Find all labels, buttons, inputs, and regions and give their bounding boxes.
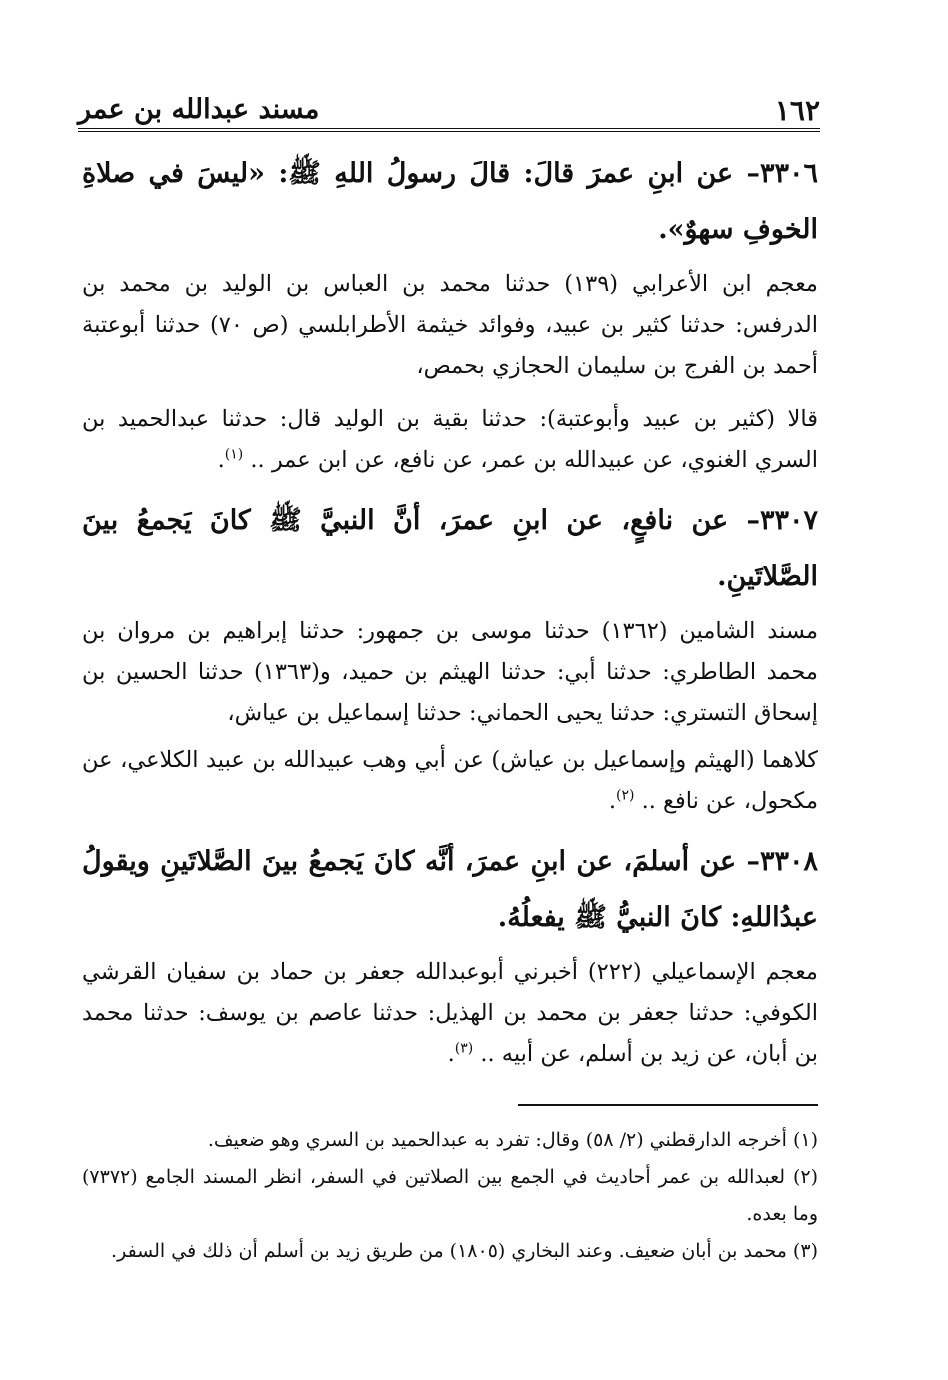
footnote-ref-2[interactable]: (٢): [615, 787, 635, 804]
footnote-separator: [518, 1104, 818, 1106]
running-title: مسند عبدالله بن عمر: [78, 94, 320, 125]
source-paragraph: [82, 264, 818, 387]
footnote-2: (٢) لعبدالله بن عمر أحاديث في الجمع بين الصلاتين في السفر، انظر المسند الجامع (٧٣٧٢) وما بعده.: [82, 1166, 818, 1225]
source-text: معجم الإسماعيلي (٢٢٢) أخبرني أبوعبدالله جعفر بن حماد بن سفيان القرشي الكوفي: حدثنا جعفر بن محمد بن الهذيل: حدثنا عاصم بن يوسف: حدثنا محمد بن أبان، عن زيد بن أسلم، عن أبيه ..: [82, 959, 818, 1067]
hadith-3306: ٣٣٠٦– عن ابنِ عمرَ قالَ: قالَ رسولُ اللهِ ﷺ: «ليسَ في صلاةِ الخوفِ سهوٌ».: [82, 158, 818, 245]
source-text: مسند الشامين (١٣٦٢) حدثنا موسى بن جمهور: حدثنا إبراهيم بن مروان بن محمد الطاطري: حدثنا أبي: حدثنا الهيثم بن حميد، و(١٣٦٣) حدثنا الحسين بن إسحاق التستري: حدثنا يحيى الحماني: حدثنا إسماعيل بن عياش،: [82, 618, 819, 726]
page-header: [78, 92, 820, 132]
source-text: قالا (كثير بن عبيد وأبوعتبة): حدثنا بقية بن الوليد قال: حدثنا عبدالحميد بن السري الغنوي، عن عبيدالله بن عمر، عن نافع، عن ابن عمر ..: [82, 406, 818, 473]
source-paragraph: قالا (كثير بن عبيد وأبوعتبة): حدثنا بقية بن الوليد قال: حدثنا عبدالحميد بن السري الغنوي، عن عبيدالله بن عمر، عن نافع، عن ابن عمر .. $^{(١)}$.: [82, 406, 818, 473]
footnote-ref-3[interactable]: (٣): [454, 1040, 474, 1057]
source-paragraph: معجم الإسماعيلي (٢٢٢) أخبرني أبوعبدالله جعفر بن حماد بن سفيان القرشي الكوفي: حدثنا جعفر بن محمد بن الهذيل: حدثنا عاصم بن يوسف: حدثنا محمد بن أبان، عن زيد بن أسلم، عن أبيه .. $^{(٣)}$.: [82, 959, 818, 1067]
footnote-ref-1[interactable]: (١): [224, 446, 244, 463]
footnote-1: (١) أخرجه الدارقطني (٢/ ٥٨) وقال: تفرد به عبدالحميد بن السري وهو ضعيف.: [207, 1129, 818, 1151]
hadith-3307: ٣٣٠٧– عن نافعٍ، عن ابنِ عمرَ، أنَّ النبيَّ ﷺ كانَ يَجمعُ بينَ الصَّلاتَينِ.: [82, 505, 818, 592]
source-text: معجم ابن الأعرابي (١٣٩) حدثنا محمد بن العباس بن الوليد بن محمد بن الدرفس: حدثنا كثير بن عبيد، وفوائد خيثمة الأطرابلسي (ص ٧٠) حدثنا أبوعتبة أحمد بن الفرج بن سليمان الحجازي بحمص،: [82, 271, 818, 379]
source-paragraph: [82, 611, 818, 734]
header-rule: [78, 128, 820, 132]
footnote-3: (٣) محمد بن أبان ضعيف. وعند البخاري (١٨٠٥) من طريق زيد بن أسلم أن ذلك في السفر.: [111, 1240, 818, 1262]
page-number: ١٦٢: [774, 94, 820, 127]
footnotes: [82, 1122, 818, 1270]
page-body: [82, 146, 818, 1087]
source-text: كلاهما (الهيثم وإسماعيل بن عياش) عن أبي وهب عبيدالله بن عبيد الكلاعي، عن مكحول، عن نافع ..: [82, 747, 818, 814]
source-paragraph: كلاهما (الهيثم وإسماعيل بن عياش) عن أبي وهب عبيدالله بن عبيد الكلاعي، عن مكحول، عن نافع .. $^{(٢)}$.: [82, 747, 818, 814]
hadith-3308: ٣٣٠٨– عن أسلمَ، عن ابنِ عمرَ، أنَّه كانَ يَجمعُ بينَ الصَّلاتَينِ ويقولُ عبدُاللهِ: كانَ النبيُّ ﷺ يفعلُهُ.: [82, 846, 818, 933]
